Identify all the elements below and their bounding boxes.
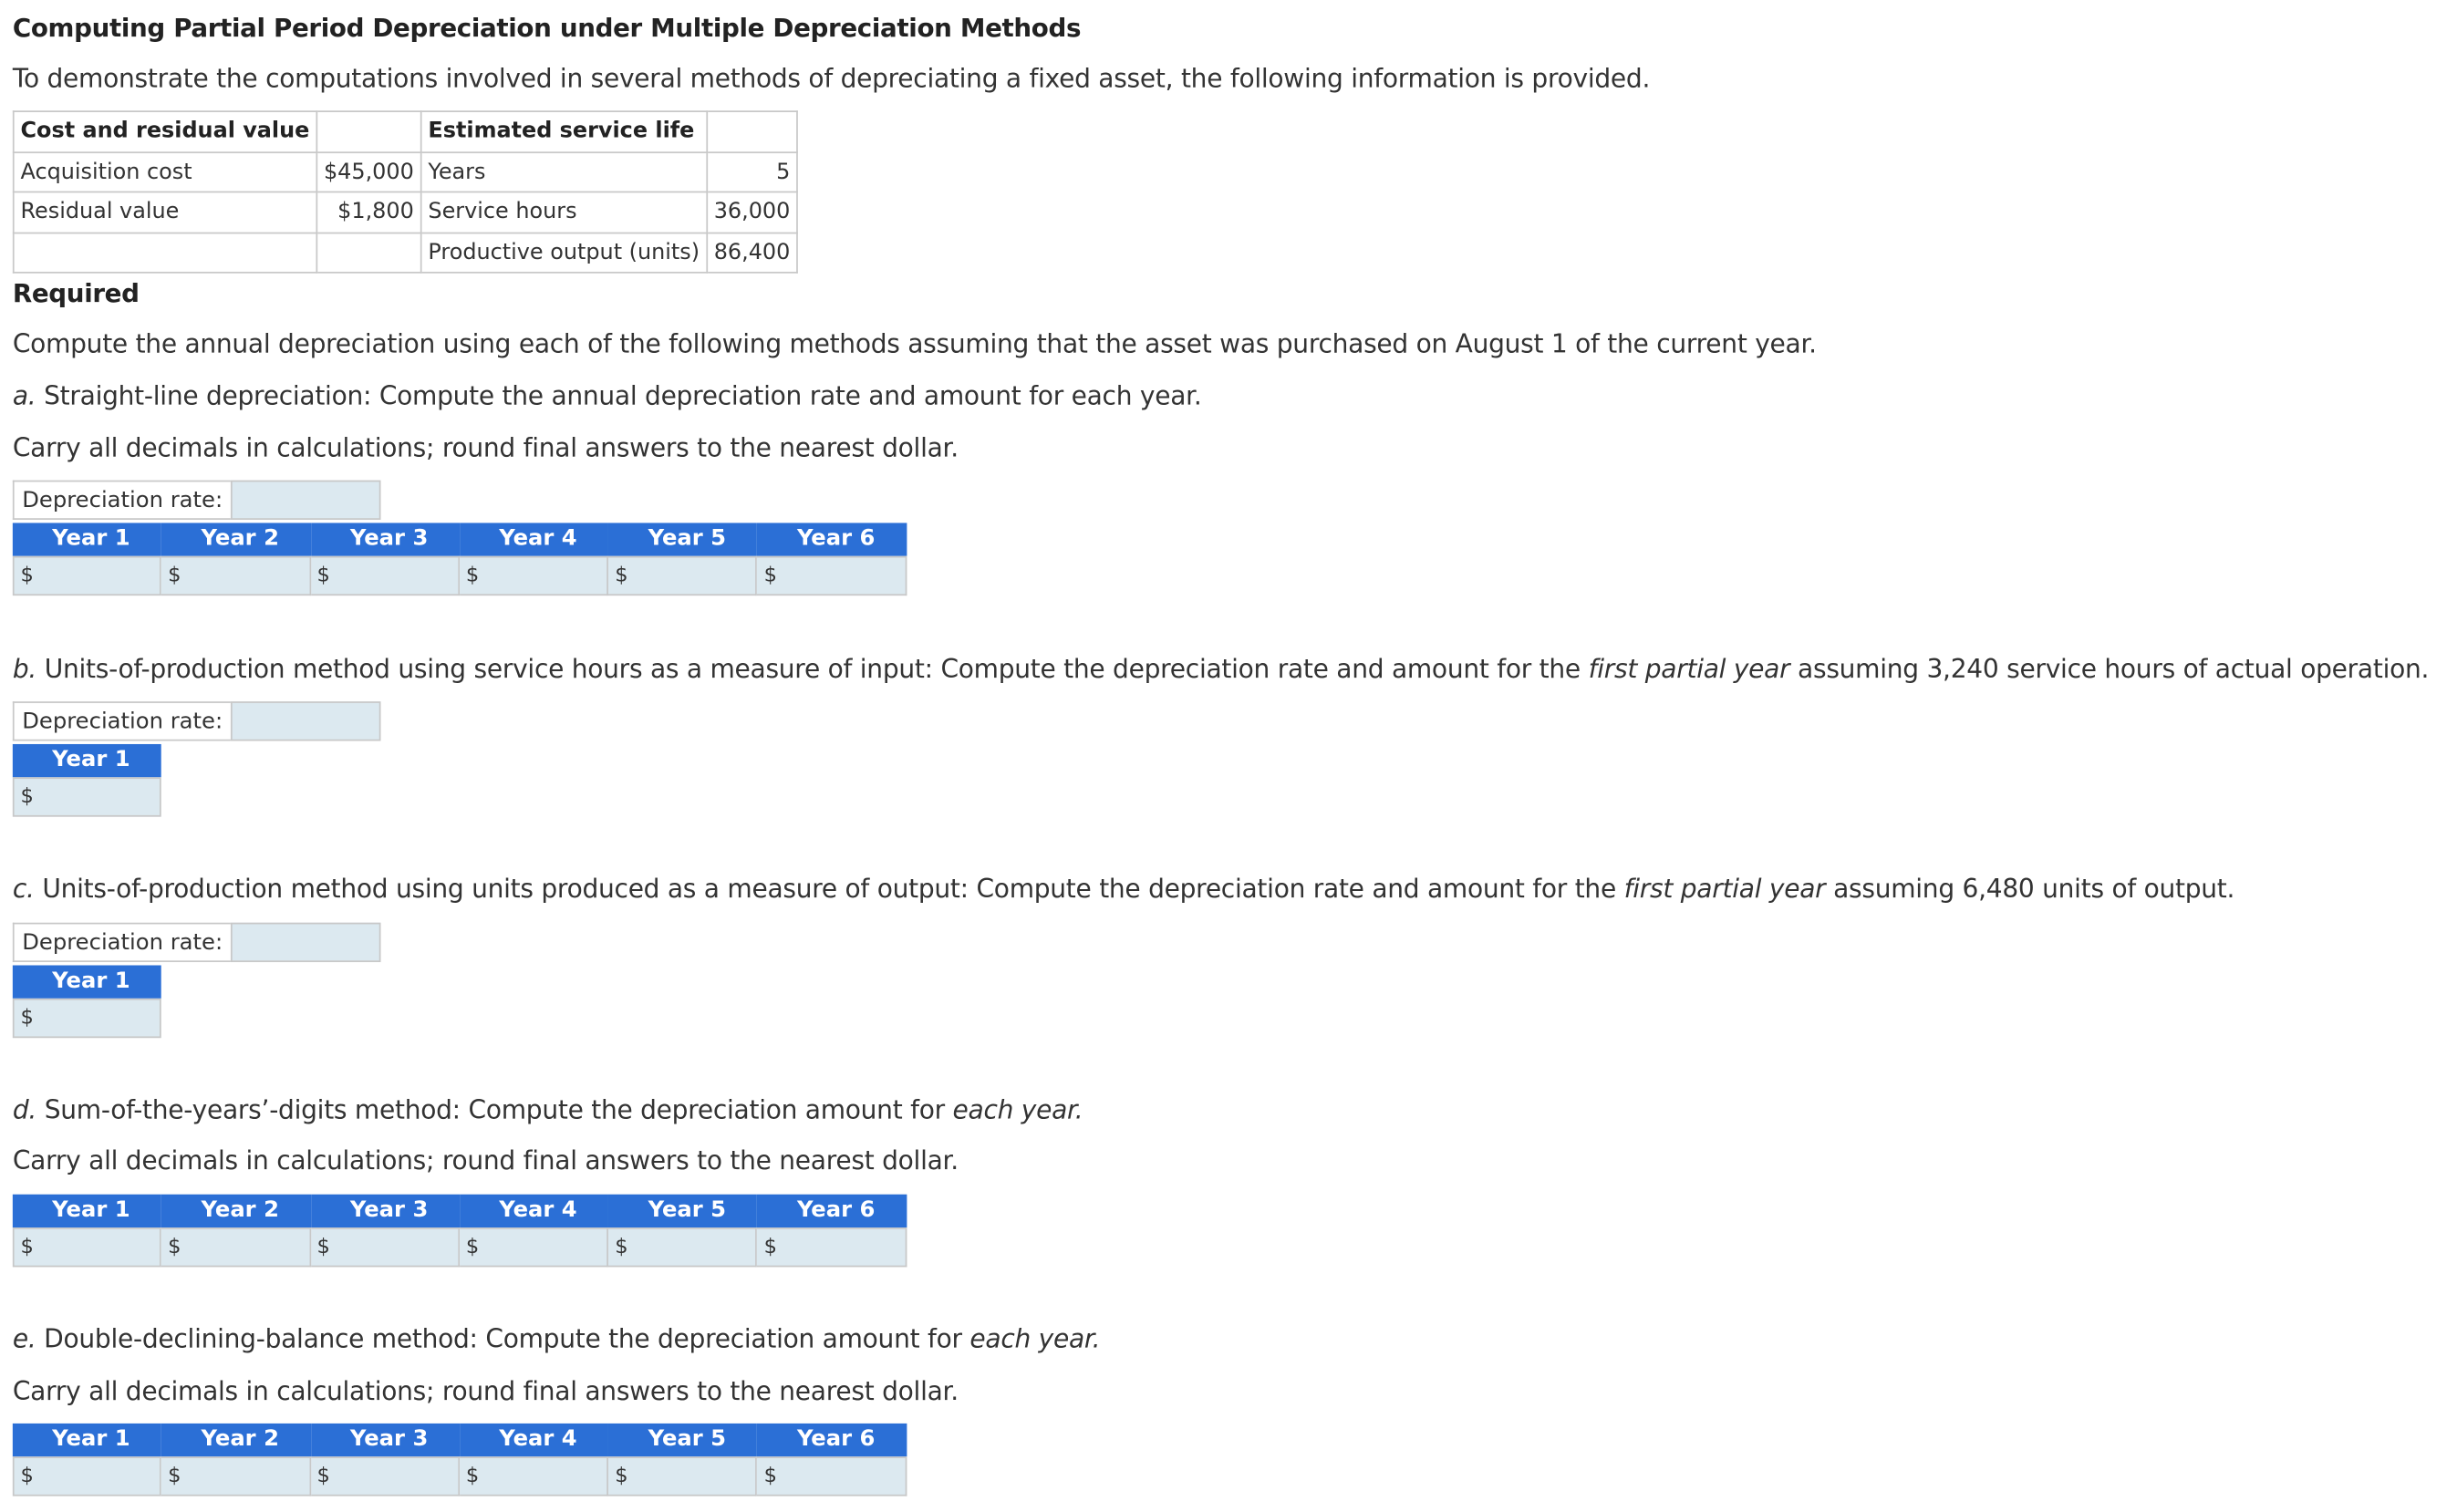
part-d-year-2-input[interactable] [161, 1227, 310, 1267]
year-header: Year 1 [13, 1195, 161, 1227]
cell-life-label: Productive output (units) [421, 233, 707, 273]
required-text: Compute the annual depreciation using each of the following methods assuming that the asset was purchased on August 1 of the current year. [12, 328, 1817, 359]
currency-symbol: $ [316, 564, 330, 588]
part-c-year-1-input[interactable] [13, 999, 161, 1038]
year-header: Year 4 [460, 523, 608, 555]
year-header: Year 2 [161, 1195, 310, 1227]
part-c-amount-table [13, 965, 161, 1038]
part-a-instruction [13, 381, 1202, 413]
part-e-year-4-input[interactable] [460, 1456, 608, 1496]
table-row [14, 233, 797, 273]
header-cost: Cost and residual value [14, 111, 316, 151]
part-d-year-4-input[interactable] [460, 1227, 608, 1267]
currency-symbol: $ [168, 1464, 181, 1488]
year-header: Year 5 [608, 1424, 757, 1456]
currency-symbol: $ [763, 1235, 777, 1259]
part-c-text-end: assuming 6,480 units of output. [1833, 874, 2235, 904]
part-a-year-3-input[interactable] [311, 556, 460, 595]
cell-label [14, 233, 316, 273]
header-life: Estimated service life [421, 111, 707, 151]
part-a-year-1-input[interactable] [13, 556, 161, 595]
part-b-amount-table [13, 744, 161, 817]
part-e-year-6-input[interactable] [758, 1456, 907, 1496]
year-header: Year 5 [608, 523, 757, 555]
year-header: Year 6 [758, 1424, 907, 1456]
cell-value: $1,800 [316, 192, 420, 232]
part-b-rate-row [13, 701, 381, 740]
cell-life-label: Years [421, 151, 707, 192]
cell-value: $45,000 [316, 151, 420, 192]
year-header: Year 2 [161, 1424, 310, 1456]
cell-label: Residual value [14, 192, 316, 232]
currency-symbol: $ [168, 1235, 181, 1259]
part-c-instruction [13, 874, 2234, 906]
year-header: Year 1 [13, 523, 161, 555]
cell-value [316, 233, 420, 273]
currency-symbol: $ [465, 564, 480, 588]
part-b-instruction [13, 654, 2429, 686]
part-d-year-3-input[interactable] [311, 1227, 460, 1267]
table-row [14, 192, 797, 232]
part-e-year-5-input[interactable] [608, 1456, 757, 1496]
currency-symbol: $ [615, 1235, 628, 1259]
part-e-year-2-input[interactable] [161, 1456, 310, 1496]
cell-life-value: 5 [707, 151, 797, 192]
year-header: Year 1 [13, 1424, 161, 1456]
part-c-rate-row [13, 923, 381, 962]
part-a-rate-row [13, 481, 381, 520]
currency-symbol: $ [465, 1235, 480, 1259]
part-b-text: Units-of-production method using service hours as a measure of input: Compute the depreciation rate and amount for the [44, 654, 1581, 685]
part-b-emphasis: first partial year [1588, 654, 1790, 685]
currency-symbol: $ [316, 1235, 330, 1259]
required-heading: Required [12, 277, 140, 308]
table-row [14, 111, 797, 151]
part-d-year-5-input[interactable] [608, 1227, 757, 1267]
cell-label: Acquisition cost [14, 151, 316, 192]
part-b-rate-input[interactable] [231, 701, 381, 740]
year-header: Year 6 [758, 1195, 907, 1227]
currency-symbol: $ [20, 785, 34, 809]
part-d-text: Sum-of-the-years’-digits method: Compute the depreciation amount for [44, 1094, 945, 1125]
rounding-note: Carry all decimals in calculations; round final answers to the nearest dollar. [12, 1144, 959, 1175]
part-letter: e. [12, 1323, 36, 1354]
year-header: Year 2 [161, 523, 310, 555]
rate-label: Depreciation rate: [13, 701, 231, 740]
cell-life-value: 86,400 [707, 233, 797, 273]
year-header: Year 5 [608, 1195, 757, 1227]
currency-symbol: $ [20, 564, 34, 588]
cell-life-value: 36,000 [707, 192, 797, 232]
currency-symbol: $ [20, 1235, 34, 1259]
year-header: Year 6 [758, 523, 907, 555]
part-d-year-6-input[interactable] [758, 1227, 907, 1267]
part-d-year-1-input[interactable] [13, 1227, 161, 1267]
part-a-amount-table [13, 523, 907, 595]
part-letter: c. [12, 874, 35, 904]
part-a-year-4-input[interactable] [460, 556, 608, 595]
currency-symbol: $ [316, 1464, 330, 1488]
year-header: Year 3 [311, 1424, 460, 1456]
part-letter: d. [12, 1094, 37, 1125]
currency-symbol: $ [615, 564, 628, 588]
year-header: Year 1 [13, 744, 161, 777]
rate-label: Depreciation rate: [13, 481, 231, 520]
year-header: Year 1 [13, 965, 161, 998]
currency-symbol: $ [763, 1464, 777, 1488]
table-row [14, 151, 797, 192]
part-a-text: Straight-line depreciation: Compute the annual depreciation rate and amount for each year. [44, 380, 1202, 411]
currency-symbol: $ [20, 1464, 34, 1488]
part-c-text: Units-of-production method using units produced as a measure of output: Compute the depreciation rate and amount for the [42, 874, 1616, 904]
part-d-instruction [13, 1095, 1083, 1127]
part-letter: a. [12, 380, 36, 411]
part-c-rate-input[interactable] [231, 923, 381, 962]
part-e-amount-table [13, 1424, 907, 1496]
part-e-year-1-input[interactable] [13, 1456, 161, 1496]
rate-label: Depreciation rate: [13, 923, 231, 962]
rounding-note: Carry all decimals in calculations; round final answers to the nearest dollar. [12, 432, 959, 463]
currency-symbol: $ [465, 1464, 480, 1488]
cell-life-label: Service hours [421, 192, 707, 232]
part-b-text-end: assuming 3,240 service hours of actual operation. [1798, 654, 2430, 685]
part-e-year-3-input[interactable] [311, 1456, 460, 1496]
part-d-amount-table [13, 1195, 907, 1268]
part-e-instruction [13, 1324, 1100, 1356]
year-header: Year 4 [460, 1424, 608, 1456]
part-e-emphasis: each year. [969, 1323, 1101, 1354]
currency-symbol: $ [763, 564, 777, 588]
part-d-emphasis: each year. [952, 1094, 1083, 1125]
currency-symbol: $ [168, 564, 181, 588]
rounding-note: Carry all decimals in calculations; round final answers to the nearest dollar. [12, 1375, 959, 1406]
part-b-year-1-input[interactable] [13, 777, 161, 816]
intro-text: To demonstrate the computations involved in several methods of depreciating a fixed asset, the following information is provided. [12, 63, 1651, 94]
year-header: Year 4 [460, 1195, 608, 1227]
year-header: Year 3 [311, 1195, 460, 1227]
currency-symbol: $ [615, 1464, 628, 1488]
currency-symbol: $ [20, 1006, 34, 1030]
part-c-emphasis: first partial year [1623, 874, 1826, 904]
part-a-rate-input[interactable] [231, 481, 381, 520]
part-letter: b. [12, 654, 37, 685]
page-title: Computing Partial Period Depreciation under Multiple Depreciation Methods [12, 12, 1082, 43]
year-header: Year 3 [311, 523, 460, 555]
asset-info-table [13, 110, 798, 273]
part-a-year-2-input[interactable] [161, 556, 310, 595]
part-e-text: Double-declining-balance method: Compute the depreciation amount for [44, 1323, 962, 1354]
part-a-year-5-input[interactable] [608, 556, 757, 595]
part-a-year-6-input[interactable] [758, 556, 907, 595]
